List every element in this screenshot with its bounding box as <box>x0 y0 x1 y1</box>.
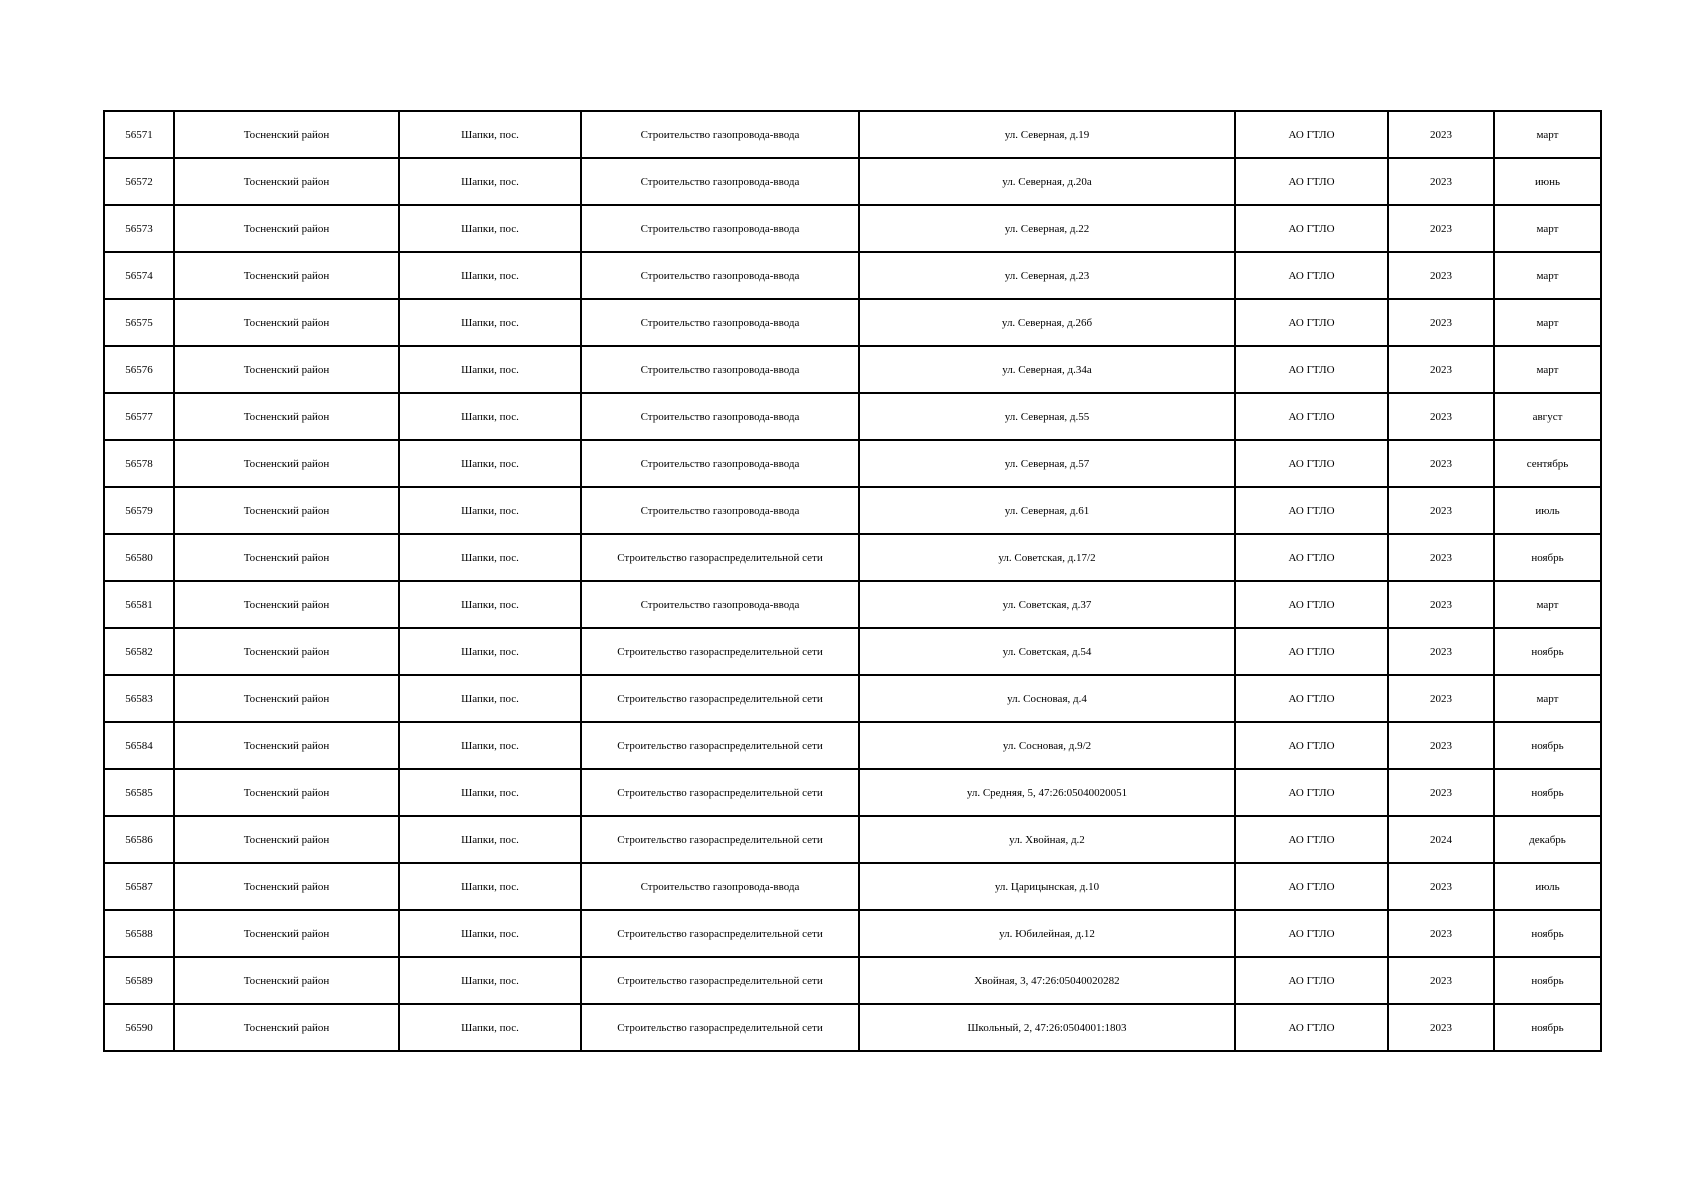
address-cell: ул. Советская, д.37 <box>859 581 1235 628</box>
record-number-cell: 56581 <box>104 581 174 628</box>
table-row <box>104 252 1601 299</box>
month-cell: ноябрь <box>1494 534 1601 581</box>
work-type-cell: Строительство газораспределительной сети <box>581 675 859 722</box>
settlement-cell: Шапки, пос. <box>399 393 581 440</box>
year-cell: 2024 <box>1388 816 1494 863</box>
settlement-cell: Шапки, пос. <box>399 675 581 722</box>
year-cell: 2023 <box>1388 252 1494 299</box>
table-row <box>104 1004 1601 1051</box>
year-cell: 2023 <box>1388 346 1494 393</box>
work-type-cell: Строительство газопровода-ввода <box>581 440 859 487</box>
work-type-cell: Строительство газопровода-ввода <box>581 581 859 628</box>
district-cell: Тосненский район <box>174 393 399 440</box>
work-type-cell: Строительство газораспределительной сети <box>581 910 859 957</box>
district-cell: Тосненский район <box>174 346 399 393</box>
settlement-cell: Шапки, пос. <box>399 628 581 675</box>
record-number-cell: 56576 <box>104 346 174 393</box>
table-row <box>104 487 1601 534</box>
organization-cell: АО ГТЛО <box>1235 628 1388 675</box>
organization-cell: АО ГТЛО <box>1235 252 1388 299</box>
table-row <box>104 675 1601 722</box>
year-cell: 2023 <box>1388 393 1494 440</box>
district-cell: Тосненский район <box>174 440 399 487</box>
table-row <box>104 393 1601 440</box>
organization-cell: АО ГТЛО <box>1235 675 1388 722</box>
address-cell: ул. Советская, д.17/2 <box>859 534 1235 581</box>
settlement-cell: Шапки, пос. <box>399 111 581 158</box>
year-cell: 2023 <box>1388 1004 1494 1051</box>
district-cell: Тосненский район <box>174 111 399 158</box>
record-number-cell: 56574 <box>104 252 174 299</box>
organization-cell: АО ГТЛО <box>1235 534 1388 581</box>
district-cell: Тосненский район <box>174 910 399 957</box>
organization-cell: АО ГТЛО <box>1235 393 1388 440</box>
work-type-cell: Строительство газопровода-ввода <box>581 863 859 910</box>
organization-cell: АО ГТЛО <box>1235 910 1388 957</box>
table-row <box>104 346 1601 393</box>
record-number-cell: 56586 <box>104 816 174 863</box>
year-cell: 2023 <box>1388 534 1494 581</box>
address-cell: ул. Хвойная, д.2 <box>859 816 1235 863</box>
settlement-cell: Шапки, пос. <box>399 769 581 816</box>
record-number-cell: 56573 <box>104 205 174 252</box>
record-number-cell: 56590 <box>104 1004 174 1051</box>
work-type-cell: Строительство газопровода-ввода <box>581 252 859 299</box>
settlement-cell: Шапки, пос. <box>399 581 581 628</box>
settlement-cell: Шапки, пос. <box>399 346 581 393</box>
year-cell: 2023 <box>1388 722 1494 769</box>
year-cell: 2023 <box>1388 628 1494 675</box>
settlement-cell: Шапки, пос. <box>399 252 581 299</box>
district-cell: Тосненский район <box>174 1004 399 1051</box>
settlement-cell: Шапки, пос. <box>399 863 581 910</box>
address-cell: ул. Сосновая, д.4 <box>859 675 1235 722</box>
organization-cell: АО ГТЛО <box>1235 487 1388 534</box>
work-type-cell: Строительство газораспределительной сети <box>581 816 859 863</box>
district-cell: Тосненский район <box>174 252 399 299</box>
work-type-cell: Строительство газопровода-ввода <box>581 393 859 440</box>
table-row <box>104 299 1601 346</box>
year-cell: 2023 <box>1388 910 1494 957</box>
organization-cell: АО ГТЛО <box>1235 1004 1388 1051</box>
table-row <box>104 769 1601 816</box>
month-cell: июль <box>1494 863 1601 910</box>
district-cell: Тосненский район <box>174 581 399 628</box>
year-cell: 2023 <box>1388 863 1494 910</box>
district-cell: Тосненский район <box>174 205 399 252</box>
address-cell: ул. Северная, д.23 <box>859 252 1235 299</box>
table-row <box>104 957 1601 1004</box>
organization-cell: АО ГТЛО <box>1235 111 1388 158</box>
address-cell: ул. Юбилейная, д.12 <box>859 910 1235 957</box>
table-row <box>104 440 1601 487</box>
work-type-cell: Строительство газопровода-ввода <box>581 111 859 158</box>
district-cell: Тосненский район <box>174 628 399 675</box>
address-cell: ул. Царицынская, д.10 <box>859 863 1235 910</box>
month-cell: ноябрь <box>1494 1004 1601 1051</box>
month-cell: март <box>1494 299 1601 346</box>
district-cell: Тосненский район <box>174 769 399 816</box>
organization-cell: АО ГТЛО <box>1235 581 1388 628</box>
record-number-cell: 56575 <box>104 299 174 346</box>
year-cell: 2023 <box>1388 299 1494 346</box>
work-type-cell: Строительство газораспределительной сети <box>581 1004 859 1051</box>
record-number-cell: 56572 <box>104 158 174 205</box>
month-cell: ноябрь <box>1494 769 1601 816</box>
district-cell: Тосненский район <box>174 534 399 581</box>
table-row <box>104 816 1601 863</box>
table-row <box>104 111 1601 158</box>
month-cell: ноябрь <box>1494 957 1601 1004</box>
district-cell: Тосненский район <box>174 299 399 346</box>
record-number-cell: 56585 <box>104 769 174 816</box>
record-number-cell: 56579 <box>104 487 174 534</box>
month-cell: ноябрь <box>1494 910 1601 957</box>
address-cell: Хвойная, 3, 47:26:05040020282 <box>859 957 1235 1004</box>
address-cell: Школьный, 2, 47:26:0504001:1803 <box>859 1004 1235 1051</box>
month-cell: сентябрь <box>1494 440 1601 487</box>
table-row <box>104 158 1601 205</box>
month-cell: июнь <box>1494 158 1601 205</box>
record-number-cell: 56578 <box>104 440 174 487</box>
year-cell: 2023 <box>1388 158 1494 205</box>
month-cell: август <box>1494 393 1601 440</box>
month-cell: март <box>1494 346 1601 393</box>
organization-cell: АО ГТЛО <box>1235 346 1388 393</box>
year-cell: 2023 <box>1388 957 1494 1004</box>
address-cell: ул. Средняя, 5, 47:26:05040020051 <box>859 769 1235 816</box>
gas-works-table <box>103 110 1602 1052</box>
table-row <box>104 205 1601 252</box>
month-cell: март <box>1494 252 1601 299</box>
work-type-cell: Строительство газопровода-ввода <box>581 158 859 205</box>
settlement-cell: Шапки, пос. <box>399 534 581 581</box>
address-cell: ул. Северная, д.55 <box>859 393 1235 440</box>
month-cell: март <box>1494 111 1601 158</box>
organization-cell: АО ГТЛО <box>1235 722 1388 769</box>
year-cell: 2023 <box>1388 675 1494 722</box>
record-number-cell: 56584 <box>104 722 174 769</box>
work-type-cell: Строительство газопровода-ввода <box>581 205 859 252</box>
district-cell: Тосненский район <box>174 158 399 205</box>
settlement-cell: Шапки, пос. <box>399 205 581 252</box>
organization-cell: АО ГТЛО <box>1235 205 1388 252</box>
year-cell: 2023 <box>1388 487 1494 534</box>
table-row <box>104 863 1601 910</box>
district-cell: Тосненский район <box>174 863 399 910</box>
work-type-cell: Строительство газораспределительной сети <box>581 769 859 816</box>
record-number-cell: 56571 <box>104 111 174 158</box>
work-type-cell: Строительство газораспределительной сети <box>581 628 859 675</box>
address-cell: ул. Северная, д.34а <box>859 346 1235 393</box>
organization-cell: АО ГТЛО <box>1235 299 1388 346</box>
month-cell: ноябрь <box>1494 628 1601 675</box>
work-type-cell: Строительство газораспределительной сети <box>581 534 859 581</box>
record-number-cell: 56589 <box>104 957 174 1004</box>
year-cell: 2023 <box>1388 769 1494 816</box>
settlement-cell: Шапки, пос. <box>399 957 581 1004</box>
work-type-cell: Строительство газопровода-ввода <box>581 346 859 393</box>
record-number-cell: 56583 <box>104 675 174 722</box>
work-type-cell: Строительство газораспределительной сети <box>581 957 859 1004</box>
record-number-cell: 56582 <box>104 628 174 675</box>
table-row <box>104 722 1601 769</box>
month-cell: март <box>1494 675 1601 722</box>
table-body <box>104 111 1601 1051</box>
district-cell: Тосненский район <box>174 957 399 1004</box>
organization-cell: АО ГТЛО <box>1235 158 1388 205</box>
district-cell: Тосненский район <box>174 722 399 769</box>
settlement-cell: Шапки, пос. <box>399 440 581 487</box>
organization-cell: АО ГТЛО <box>1235 440 1388 487</box>
address-cell: ул. Северная, д.20а <box>859 158 1235 205</box>
month-cell: март <box>1494 581 1601 628</box>
settlement-cell: Шапки, пос. <box>399 816 581 863</box>
settlement-cell: Шапки, пос. <box>399 722 581 769</box>
year-cell: 2023 <box>1388 205 1494 252</box>
work-type-cell: Строительство газораспределительной сети <box>581 722 859 769</box>
settlement-cell: Шапки, пос. <box>399 158 581 205</box>
district-cell: Тосненский район <box>174 675 399 722</box>
table-row <box>104 534 1601 581</box>
record-number-cell: 56587 <box>104 863 174 910</box>
record-number-cell: 56580 <box>104 534 174 581</box>
address-cell: ул. Северная, д.61 <box>859 487 1235 534</box>
table-row <box>104 581 1601 628</box>
address-cell: ул. Северная, д.57 <box>859 440 1235 487</box>
organization-cell: АО ГТЛО <box>1235 957 1388 1004</box>
organization-cell: АО ГТЛО <box>1235 816 1388 863</box>
address-cell: ул. Северная, д.26б <box>859 299 1235 346</box>
district-cell: Тосненский район <box>174 487 399 534</box>
record-number-cell: 56577 <box>104 393 174 440</box>
year-cell: 2023 <box>1388 581 1494 628</box>
settlement-cell: Шапки, пос. <box>399 910 581 957</box>
record-number-cell: 56588 <box>104 910 174 957</box>
organization-cell: АО ГТЛО <box>1235 863 1388 910</box>
address-cell: ул. Северная, д.22 <box>859 205 1235 252</box>
settlement-cell: Шапки, пос. <box>399 299 581 346</box>
year-cell: 2023 <box>1388 440 1494 487</box>
month-cell: ноябрь <box>1494 722 1601 769</box>
settlement-cell: Шапки, пос. <box>399 487 581 534</box>
address-cell: ул. Сосновая, д.9/2 <box>859 722 1235 769</box>
month-cell: декабрь <box>1494 816 1601 863</box>
address-cell: ул. Северная, д.19 <box>859 111 1235 158</box>
table-row <box>104 910 1601 957</box>
month-cell: июль <box>1494 487 1601 534</box>
district-cell: Тосненский район <box>174 816 399 863</box>
work-type-cell: Строительство газопровода-ввода <box>581 487 859 534</box>
month-cell: март <box>1494 205 1601 252</box>
table-row <box>104 628 1601 675</box>
work-type-cell: Строительство газопровода-ввода <box>581 299 859 346</box>
organization-cell: АО ГТЛО <box>1235 769 1388 816</box>
address-cell: ул. Советская, д.54 <box>859 628 1235 675</box>
year-cell: 2023 <box>1388 111 1494 158</box>
settlement-cell: Шапки, пос. <box>399 1004 581 1051</box>
